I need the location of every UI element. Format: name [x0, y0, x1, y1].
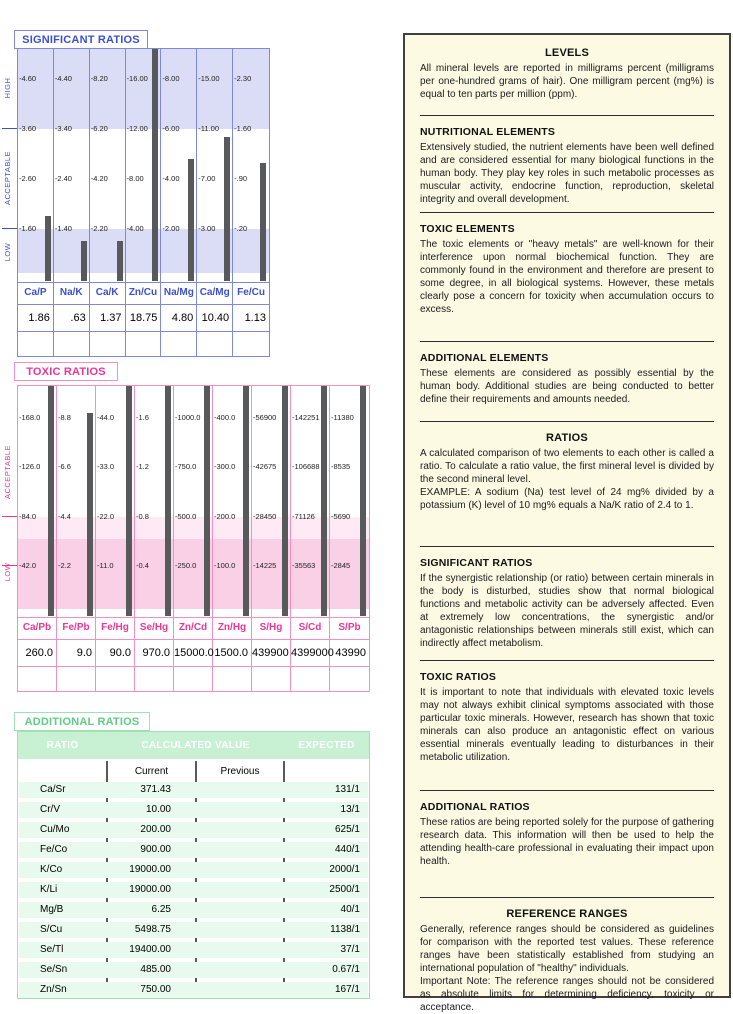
table-row [19, 982, 368, 998]
tick-label: -11.0 [97, 561, 114, 570]
tick-label: -1.60 [19, 224, 37, 233]
ratio-bar [188, 159, 194, 281]
tick-label: -5690 [331, 511, 351, 521]
section-body: Important Note: The reference ranges should not be considered as absolute limits for determining deficiency, toxicity or acceptance. [420, 976, 714, 1013]
table-row [19, 782, 368, 798]
table-row [19, 962, 368, 978]
row-expected: 40/1 [340, 904, 360, 915]
section-additional-elements [420, 352, 714, 406]
section-reference-ranges [420, 908, 714, 1014]
ratio-value: 10.40 [201, 312, 230, 324]
table-row [19, 842, 368, 858]
tick-label: -3.60 [19, 124, 37, 133]
tick-label: -8535 [331, 462, 351, 471]
tick-label: -500.0 [175, 511, 197, 521]
tick-label: -4.00 [126, 224, 144, 233]
ratio-value: 260.0 [25, 647, 53, 659]
tick-label: -8.8 [58, 412, 71, 422]
ratio-name: Ca/Pb [22, 622, 52, 633]
ratio-column [252, 386, 291, 691]
tick-label: -84.0 [19, 511, 37, 521]
significant-ratios-title: SIGNIFICANT RATIOS [14, 30, 148, 49]
section-heading: TOXIC RATIOS [420, 671, 497, 683]
row-expected: 440/1 [334, 844, 360, 855]
row-current: 6.25 [151, 904, 171, 915]
ratio-value: 18.75 [129, 312, 158, 324]
row-expected: 167/1 [334, 984, 360, 995]
section-divider [420, 660, 714, 661]
tick-label: -.20 [234, 224, 248, 233]
tick-label: -2.00 [162, 224, 180, 233]
section-divider [420, 897, 714, 898]
tick-label: -6.6 [58, 462, 71, 471]
axis-zone-label: ACCEPTABLE [3, 444, 12, 500]
row-expected: 1138/1 [330, 924, 360, 935]
tick-label: -4.20 [90, 174, 108, 183]
ratio-bar [45, 216, 51, 281]
ratio-column [18, 386, 57, 691]
tick-label: -11380 [331, 412, 354, 422]
ratio-name: Ca/P [24, 287, 47, 298]
section-divider [420, 546, 714, 547]
ratio-column [96, 386, 135, 691]
tick-label: -42.0 [19, 561, 37, 570]
ratio-value: 15000.0 [174, 647, 214, 659]
toxic-ratios-title: TOXIC RATIOS [14, 362, 118, 381]
section-heading: SIGNIFICANT RATIOS [420, 557, 533, 569]
tick-label: -3.40 [54, 124, 72, 133]
table-subheader-row [18, 761, 369, 782]
tick-label: -106688 [292, 462, 320, 471]
tick-label: -4.60 [19, 74, 37, 83]
subheader-previous: Previous [220, 766, 260, 777]
header-ratio: RATIO [46, 740, 79, 751]
section-body: Extensively studied, the nutrient elements have been well defined and are considered essential for many biological functions in the human body. They play key roles in such metabolic processes as muscular activity, endocrine function, reproduction, skeletal integrity and overall development. [420, 142, 714, 205]
section-heading: REFERENCE RANGES [506, 908, 628, 920]
row-current: 900.00 [140, 844, 171, 855]
axis-zone-label: HIGH [3, 77, 12, 99]
section-body: These ratios are being reported solely for the purpose of gathering research data. This information will then be used to help the attending health-care professional in evaluating their impact upon health. [420, 817, 714, 867]
tick-label: -8.00 [162, 74, 180, 83]
tick-label: -1.60 [234, 124, 252, 133]
tick-label: -750.0 [175, 462, 197, 471]
row-expected: 2500/1 [329, 884, 360, 895]
table-row [19, 902, 368, 918]
additional-ratios-title: ADDITIONAL RATIOS [14, 712, 150, 731]
tick-label: -35563 [292, 561, 316, 570]
ratio-bar [165, 386, 171, 616]
subheader-current: Current [134, 766, 169, 777]
row-ratio: Se/Tl [40, 944, 64, 955]
ratio-bar [321, 386, 327, 616]
ratio-column [57, 386, 96, 691]
row-current: 371.43 [140, 784, 171, 795]
tick-label: -4.4 [58, 511, 71, 521]
tick-label: -.90 [234, 174, 248, 183]
zone-boundary-mark [2, 128, 17, 129]
table-header-row [18, 732, 369, 759]
row-current: 10.00 [145, 804, 171, 815]
zone-boundary-mark [2, 516, 17, 517]
table-row [19, 922, 368, 938]
section-body: Generally, reference ranges should be considered as guidelines for comparison with the reported test values. These reference ranges have been statistically established from studying an international population of "healthy" individuals. [420, 924, 714, 974]
row-current: 19400.00 [129, 944, 171, 955]
table-row [19, 802, 368, 818]
tick-label: -8.20 [90, 74, 108, 83]
ratio-column [233, 49, 269, 356]
section-divider [420, 115, 714, 116]
ratio-value: 90.0 [109, 647, 131, 659]
section-body: A calculated comparison of two elements to each other is called a ratio. To calculate a ratio value, the first mineral level is divided by the second mineral level. [420, 448, 714, 485]
tick-label: -1000.0 [175, 412, 201, 422]
row-current: 485.00 [140, 964, 171, 975]
row-ratio: K/Co [40, 864, 63, 875]
ratio-name: S/Pb [338, 622, 361, 633]
tick-label: -1.40 [54, 224, 72, 233]
ratio-column [330, 386, 369, 691]
tick-label: -0.8 [136, 511, 149, 521]
ratio-bar [224, 137, 230, 282]
tick-label: -8.00 [126, 174, 144, 183]
ratio-bar [48, 386, 54, 616]
ratio-value: .63 [70, 312, 86, 324]
ratio-column [174, 386, 213, 691]
ratio-name: Na/K [59, 287, 83, 298]
ratio-column [197, 49, 233, 356]
tick-label: -2845 [331, 561, 351, 570]
tick-label: -1.6 [136, 412, 149, 422]
tick-label: -1.2 [136, 462, 149, 471]
ratio-bar [260, 163, 266, 281]
ratio-name: Ca/K [95, 287, 119, 298]
table-row [19, 942, 368, 958]
tick-label: -4.00 [162, 174, 180, 183]
ratio-name: Fe/Cu [237, 287, 265, 298]
section-heading: ADDITIONAL RATIOS [420, 801, 530, 813]
section-heading: ADDITIONAL ELEMENTS [420, 352, 549, 364]
row-ratio: Cr/V [40, 804, 60, 815]
tick-label: -16.00 [126, 74, 148, 83]
row-current: 5498.75 [134, 924, 171, 935]
row-expected: 13/1 [340, 804, 360, 815]
ratio-bar [360, 386, 366, 616]
row-ratio: Zn/Sn [40, 984, 67, 995]
tick-label: -56900 [253, 412, 277, 422]
tick-label: -42675 [253, 462, 277, 471]
ratio-name: Zn/Cd [178, 622, 208, 633]
ratio-bar [117, 241, 123, 281]
tick-label: -6.20 [90, 124, 108, 133]
tick-label: -3.00 [198, 224, 216, 233]
ratio-value: 1500.0 [214, 647, 248, 659]
ratio-name: Ca/Mg [199, 287, 230, 298]
row-expected: 37/1 [340, 944, 360, 955]
section-additional-ratios [420, 801, 714, 868]
tick-label: -2.40 [54, 174, 72, 183]
ratio-name: Na/Mg [163, 287, 194, 298]
section-body: It is important to note that individuals with elevated toxic levels may not always exhibit clinical symptoms associated with those particular toxic minerals. However, research has shown that toxic minerals can also produce an antagonistic effect on various essential minerals eventually leading to disturbances in their metabolic utilization. [420, 687, 714, 763]
tick-label: -11.00 [198, 124, 219, 133]
section-heading: NUTRITIONAL ELEMENTS [420, 126, 556, 138]
ratio-bar [282, 386, 288, 616]
ratio-bar [87, 413, 93, 616]
header-expected: EXPECTED [298, 740, 355, 751]
tick-label: -15.00 [198, 74, 220, 83]
section-heading: RATIOS [546, 432, 588, 444]
tick-label: -44.0 [97, 412, 115, 422]
header-calculated-value: CALCULATED VALUE [141, 740, 250, 751]
section-body: If the synergistic relationship (or ratio) between certain minerals in the body is disturbed, studies show that normal biological functions and metabolic activity can be adversely affected. Even at extremely low concentrations, the synergistic and/or antagonistic relationships between minerals still exist, which can indirectly affect metabolism. [420, 573, 714, 649]
ratio-name: Fe/Hg [101, 622, 129, 633]
zone-boundary-mark [2, 228, 17, 229]
ratio-value: 4.80 [171, 312, 194, 324]
row-expected: 625/1 [334, 824, 360, 835]
info-panel [403, 33, 731, 1013]
toxic-ratios-chart [17, 385, 370, 692]
ratio-bar [152, 49, 158, 281]
section-divider [420, 421, 714, 422]
ratio-column [291, 386, 334, 691]
ratio-column [135, 386, 174, 691]
section-toxic-ratios [420, 671, 714, 764]
row-current: 19000.00 [129, 884, 171, 895]
ratio-value: 970.0 [142, 647, 170, 659]
axis-zone-label: LOW [3, 242, 12, 262]
ratio-bar [204, 386, 210, 616]
ratio-name: Fe/Pb [62, 622, 90, 633]
tick-label: -6.00 [162, 124, 180, 133]
section-ratios [420, 432, 714, 512]
tick-label: -100.0 [214, 561, 236, 570]
ratio-column [54, 49, 90, 356]
tick-label: -142251 [292, 412, 320, 422]
tick-label: -33.0 [97, 462, 115, 471]
tick-label: -2.60 [19, 174, 37, 183]
ratio-value: 1.86 [28, 312, 50, 324]
section-divider [420, 341, 714, 342]
row-ratio: Cu/Mo [40, 824, 70, 835]
section-body: The toxic elements or "heavy metals" are well-known for their interference upon normal biochemical function. They are commonly found in the environment and therefore are present to some degree, in all biological systems. However, these metals clearly pose a concern for toxicity when accumulation occurs to excess. [420, 239, 714, 315]
ratio-value: 1.37 [100, 312, 122, 324]
section-body: All mineral levels are reported in milligrams percent (milligrams per one-hundred grams of hair). One milligram percent (mg%) is equal to ten parts per million (ppm). [420, 63, 714, 100]
tick-label: -71126 [292, 511, 315, 521]
section-divider [420, 790, 714, 791]
tick-label: -2.2 [58, 561, 71, 570]
ratio-value: 43990 [335, 647, 366, 659]
section-heading: TOXIC ELEMENTS [420, 223, 515, 235]
row-ratio: S/Cu [40, 924, 63, 935]
tick-label: -2.30 [234, 74, 252, 83]
tick-label: -126.0 [19, 462, 41, 471]
section-levels [420, 47, 714, 101]
tick-label: -300.0 [214, 462, 236, 471]
ratio-name: Zn/Cu [128, 287, 158, 298]
row-ratio: K/Li [40, 884, 58, 895]
tick-label: -400.0 [214, 412, 236, 422]
ratio-bar [126, 386, 132, 616]
tick-label: -12.00 [126, 124, 148, 133]
section-significant-ratios [420, 557, 714, 650]
ratio-column [161, 49, 197, 356]
ratio-column [90, 49, 126, 356]
ratio-value: 9.0 [76, 647, 92, 659]
tick-label: -0.4 [136, 561, 149, 570]
row-ratio: Fe/Co [40, 844, 68, 855]
ratio-column [18, 49, 54, 356]
tick-label: -14225 [253, 561, 277, 570]
ratio-bar [81, 241, 87, 281]
tick-label: -2.20 [90, 224, 108, 233]
section-nutritional-elements [420, 126, 714, 206]
row-current: 200.00 [140, 824, 171, 835]
section-divider [420, 212, 714, 213]
row-expected: 0.67/1 [332, 964, 360, 975]
ratio-bar [243, 386, 249, 616]
axis-zone-label: ACCEPTABLE [3, 150, 12, 206]
row-ratio: Mg/B [40, 904, 64, 915]
row-ratio: Ca/Sr [40, 784, 66, 795]
axis-zone-label: LOW [3, 562, 12, 582]
ratio-name: Zn/Hg [217, 622, 247, 633]
tick-label: -7.00 [198, 174, 216, 183]
section-body: EXAMPLE: A sodium (Na) test level of 24 mg% divided by a potassium (K) level of 10 mg% equals a Na/K ratio of 2.4 to 1. [420, 487, 714, 511]
row-current: 19000.00 [129, 864, 171, 875]
ratio-value: 4399000 [291, 647, 334, 659]
section-heading: LEVELS [545, 47, 589, 59]
additional-ratios-table [17, 731, 370, 999]
tick-label: -250.0 [175, 561, 197, 570]
ratio-column [126, 49, 162, 356]
row-expected: 2000/1 [329, 864, 360, 875]
table-row [19, 862, 368, 878]
tick-label: -28450 [253, 511, 277, 521]
row-current: 750.00 [140, 984, 171, 995]
row-ratio: Se/Sn [40, 964, 68, 975]
significant-ratios-chart [17, 48, 270, 357]
section-body: These elements are considered as possibly essential by the human body. Additional studies are being conducted to better define their requirements and amounts needed. [420, 368, 714, 405]
ratio-name: S/Cd [298, 622, 322, 633]
tick-label: -4.40 [54, 74, 72, 83]
section-toxic-elements [420, 223, 714, 316]
ratio-column [213, 386, 252, 691]
tick-label: -22.0 [97, 511, 115, 521]
row-expected: 131/1 [334, 784, 360, 795]
tick-label: -168.0 [19, 412, 41, 422]
tick-label: -200.0 [214, 511, 236, 521]
ratio-name: Se/Hg [139, 622, 169, 633]
ratio-value: 439900 [252, 647, 289, 659]
ratio-value: 1.13 [244, 312, 266, 324]
ratio-name: S/Hg [259, 622, 283, 633]
table-row [19, 822, 368, 838]
table-row [19, 882, 368, 898]
